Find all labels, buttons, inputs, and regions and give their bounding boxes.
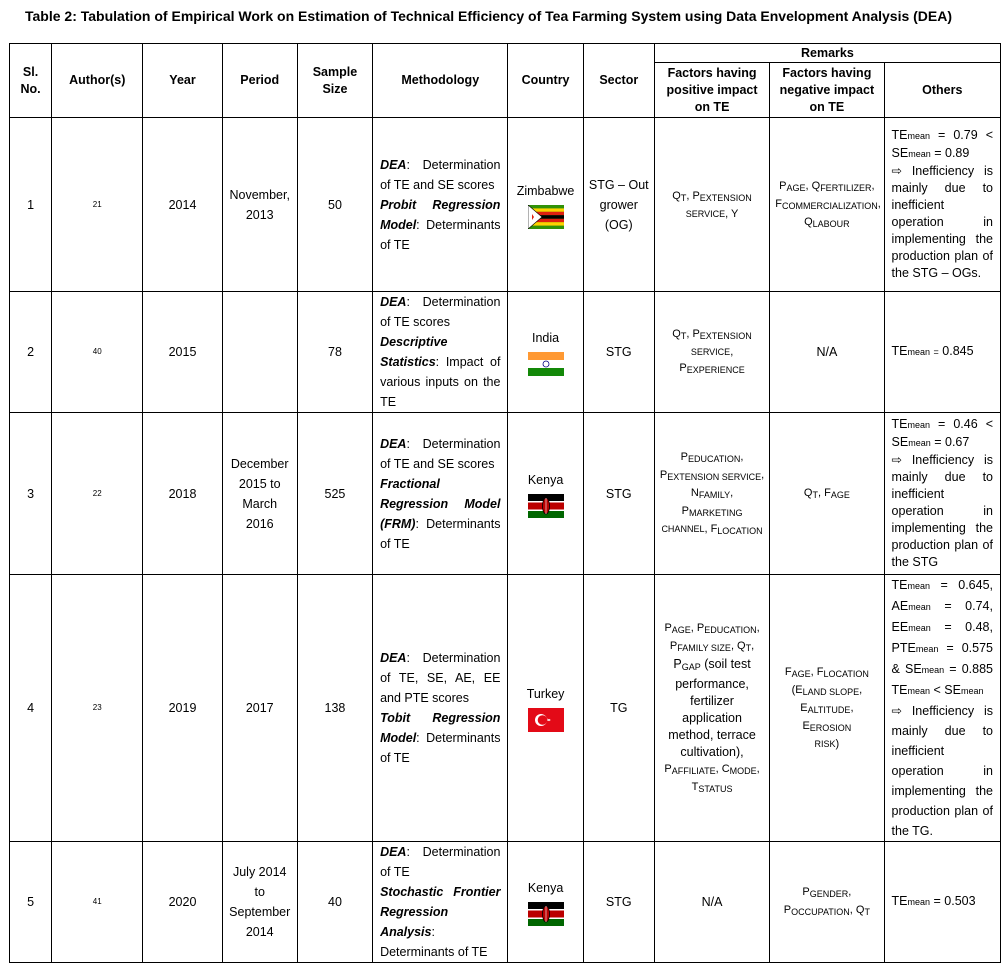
cell-methodology: DEA: Determination of TE scores Descriptive Statistics: Impact of various inputs on the TE [373, 292, 508, 413]
cell-others: TEmean = 0.46 < SEmean = 0.67 ⇨ Inefficiency is mainly due to inefficient operation in implementing the production plan of the STG [884, 413, 1000, 575]
cell-sl: 1 [10, 118, 52, 292]
header-methodology: Methodology [373, 44, 508, 118]
cell-year: 2020 [143, 842, 222, 963]
india-flag-icon [528, 352, 564, 376]
header-negative: Factors having negative impact on TE [770, 63, 884, 118]
cell-others: TEmean = 0.645, AEmean = 0.74, EEmean = 0.48, PTEmean = 0.575 & SEmean = 0.885 TEmean < SEmean ⇨ Inefficiency is mainly due to inefficient operation in implementing the production plan of the TG. [884, 575, 1000, 842]
cell-positive: $P_{AGE}$, $P_{EDUCATION}$, $P_{FAMILY SIZE}$, $Q_T$, $P_{GAP}$ (soil test performance, fertilizer application method, terrace cultivation), $P_{AFFILIATE}$, $C_{MODE}$, $T_{STATUS}$ [654, 575, 769, 842]
cell-ref: 23 [52, 575, 143, 842]
cell-methodology: DEA: Determination of TE Stochastic Frontier Regression Analysis: Determinants of TE [373, 842, 508, 963]
header-sector: Sector [583, 44, 654, 118]
header-remarks: Remarks [654, 44, 1000, 63]
cell-others: TEmean = 0.503 [884, 842, 1000, 963]
table-row [10, 842, 1001, 963]
cell-ref: 41 [52, 842, 143, 963]
table-title: Table 2: Tabulation of Empirical Work on Estimation of Technical Efficiency of Tea Farming System using Data Envelopment Analysis (DEA) [25, 8, 953, 24]
cell-period [222, 292, 297, 413]
cell-sample: 40 [297, 842, 372, 963]
cell-year: 2019 [143, 575, 222, 842]
cell-year: 2014 [143, 118, 222, 292]
cell-country: Kenya [508, 842, 583, 963]
table-row [10, 413, 1001, 575]
cell-country: Kenya [508, 413, 583, 575]
cell-year: 2015 [143, 292, 222, 413]
kenya-flag-icon [528, 902, 564, 926]
cell-country: India [508, 292, 583, 413]
cell-ref: 21 [52, 118, 143, 292]
cell-negative: $F_{AGE}$, $F_{LOCATION}$ ($E_{LAND SLOPE}$, $E_{ALTITUDE}$, $E_{EROSION}$ RISK) [770, 575, 884, 842]
cell-sector: STG [583, 413, 654, 575]
cell-others: TEmean = 0.79 < SEmean = 0.89 ⇨ Inefficiency is mainly due to inefficient operation in implementing the production plan of the STG – OGs. [884, 118, 1000, 292]
header-period: Period [222, 44, 297, 118]
cell-methodology: DEA: Determination of TE, SE, AE, EE and PTE scores Tobit Regression Model: Determinants of TE [373, 575, 508, 842]
header-others: Others [884, 63, 1000, 118]
cell-negative: $Q_T$, $F_{AGE}$ [770, 413, 884, 575]
table-row [10, 575, 1001, 842]
cell-negative: $P_{GENDER}$, $P_{OCCUPATION}$, $Q_T$ [770, 842, 884, 963]
cell-period: 2017 [222, 575, 297, 842]
cell-country: Turkey [508, 575, 583, 842]
cell-period: December 2015 to March 2016 [222, 413, 297, 575]
cell-period: July 2014 to September 2014 [222, 842, 297, 963]
header-year: Year [143, 44, 222, 118]
turkey-flag-icon [528, 708, 564, 732]
cell-negative: N/A [770, 292, 884, 413]
cell-period: November, 2013 [222, 118, 297, 292]
cell-sl: 2 [10, 292, 52, 413]
cell-sector: STG [583, 842, 654, 963]
cell-sl: 5 [10, 842, 52, 963]
cell-positive: $Q_T$, $P_{EXTENSION}$ SERVICE, $P_{EXPERIENCE}$ [654, 292, 769, 413]
cell-negative: $P_{AGE}$, $Q_{FERTILIZER}$, $F_{COMMERCIALIZATION}$, $Q_{LABOUR}$ [770, 118, 884, 292]
cell-country: Zimbabwe [508, 118, 583, 292]
cell-sector: STG – Out grower (OG) [583, 118, 654, 292]
header-sl: Sl. No. [10, 44, 52, 118]
table-row [10, 118, 1001, 292]
cell-sample: 525 [297, 413, 372, 575]
cell-sector: STG [583, 292, 654, 413]
zimbabwe-flag-icon [528, 205, 564, 229]
cell-year: 2018 [143, 413, 222, 575]
cell-sample: 138 [297, 575, 372, 842]
header-author: Author(s) [52, 44, 143, 118]
cell-sample: 78 [297, 292, 372, 413]
cell-ref: 22 [52, 413, 143, 575]
header-positive: Factors having positive impact on TE [654, 63, 769, 118]
cell-ref: 40 [52, 292, 143, 413]
table-row [10, 292, 1001, 413]
cell-methodology: DEA: Determination of TE and SE scores Fractional Regression Model (FRM): Determinants of TE [373, 413, 508, 575]
cell-sample: 50 [297, 118, 372, 292]
cell-sector: TG [583, 575, 654, 842]
cell-positive: N/A [654, 842, 769, 963]
cell-sl: 4 [10, 575, 52, 842]
cell-methodology: DEA: Determination of TE and SE scores Probit Regression Model: Determinants of TE [373, 118, 508, 292]
kenya-flag-icon [528, 494, 564, 518]
header-country: Country [508, 44, 583, 118]
efficiency-table [9, 43, 1001, 963]
cell-others: TEmean = 0.845 [884, 292, 1000, 413]
cell-sl: 3 [10, 413, 52, 575]
cell-positive: $Q_T$, $P_{EXTENSION}$ SERVICE, Y [654, 118, 769, 292]
cell-positive: $P_{EDUCATION}$, $P_{EXTENSION SERVICE}$, $N_{FAMILY}$, $P_{MARKETING}$ CHANNEL, $F_{LOCATION}$ [654, 413, 769, 575]
header-sample-size: Sample Size [297, 44, 372, 118]
